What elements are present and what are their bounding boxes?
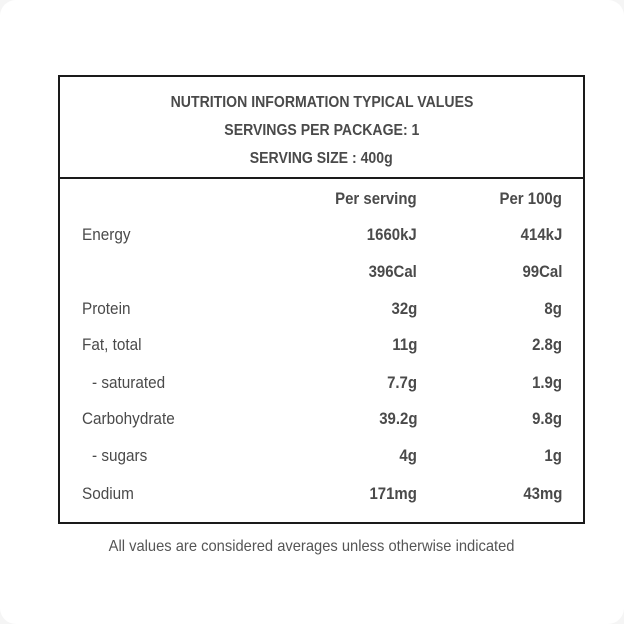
row-carbohydrate xyxy=(60,401,583,437)
row-label: - sugars xyxy=(92,446,148,465)
row-energy-kj xyxy=(60,217,583,253)
row-label: Sodium xyxy=(82,484,134,503)
column-header-per-100g: Per 100g xyxy=(499,189,562,208)
row-label: Energy xyxy=(82,225,131,244)
footnote-text: All values are considered averages unless otherwise indicated xyxy=(109,538,515,555)
row-label: Protein xyxy=(82,299,131,318)
per-serving-value: 39.2g xyxy=(378,409,417,428)
row-saturated xyxy=(60,365,583,401)
row-label: Fat, total xyxy=(82,335,142,354)
row-sodium xyxy=(60,476,583,512)
per-100g-value: 43mg xyxy=(522,484,562,503)
serving-size: SERVING SIZE : 400g xyxy=(250,150,393,167)
per-100g-value: 2.8g xyxy=(532,335,562,354)
nutrition-header xyxy=(60,77,583,179)
per-100g-value: 1.9g xyxy=(532,373,562,392)
servings-per-package: SERVINGS PER PACKAGE: 1 xyxy=(223,122,420,139)
per-serving-value: 7.7g xyxy=(387,373,417,392)
per-serving-value: 32g xyxy=(391,299,417,318)
per-serving-value: 11g xyxy=(392,335,417,354)
per-100g-value: 414kJ xyxy=(520,225,562,244)
column-header-per-serving: Per serving xyxy=(335,189,417,208)
per-serving-value: 4g xyxy=(399,446,417,465)
row-protein xyxy=(60,291,583,327)
footnote xyxy=(0,534,624,560)
nutrition-panel xyxy=(58,75,585,524)
header-title: NUTRITION INFORMATION TYPICAL VALUES xyxy=(170,94,473,111)
per-serving-value: 396Cal xyxy=(368,262,417,281)
per-serving-value: 171mg xyxy=(369,484,417,503)
per-100g-value: 8g xyxy=(544,299,562,318)
per-serving-value: 1660kJ xyxy=(367,225,417,244)
column-header-row xyxy=(60,181,583,217)
row-label: Carbohydrate xyxy=(82,409,175,428)
row-sugars xyxy=(60,438,583,474)
per-100g-value: 99Cal xyxy=(522,262,562,281)
per-100g-value: 1g xyxy=(544,446,562,465)
row-label: - saturated xyxy=(92,373,166,392)
row-fat-total xyxy=(60,327,583,363)
per-100g-value: 9.8g xyxy=(532,409,562,428)
row-energy-cal xyxy=(60,254,583,290)
